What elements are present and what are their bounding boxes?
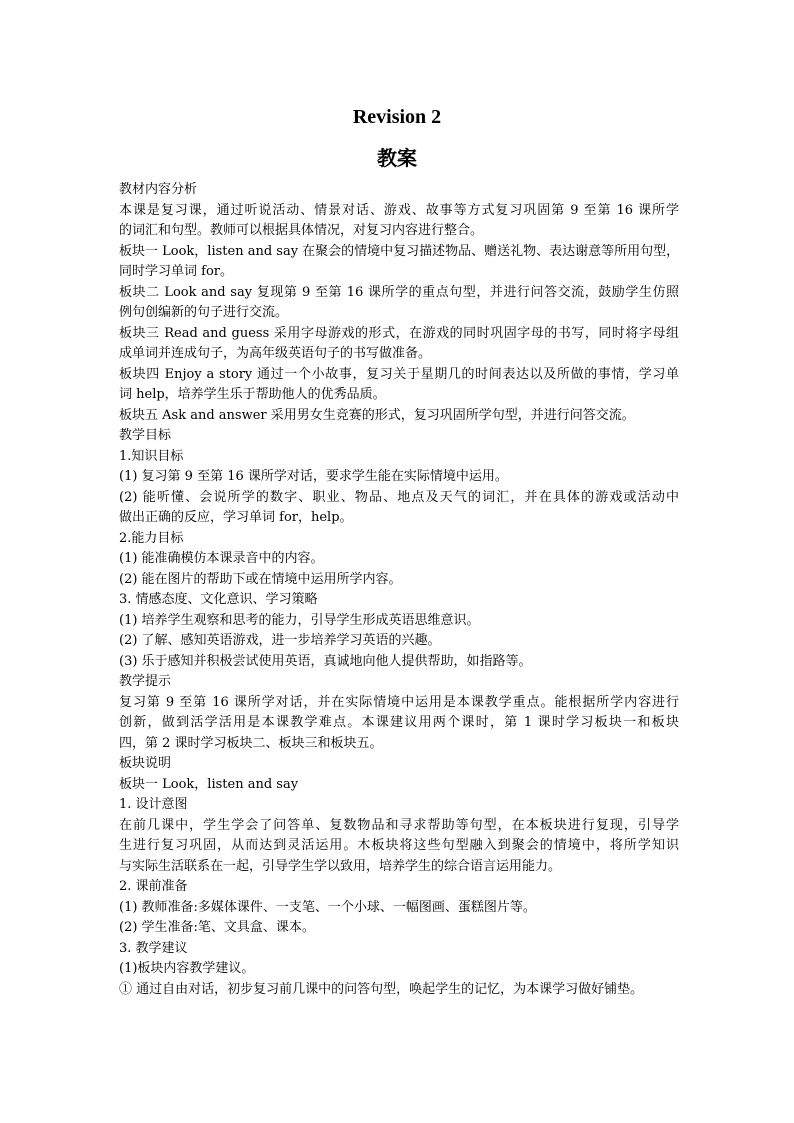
list-item: (2) 能在图片的帮助下或在情境中运用所学内容。 xyxy=(119,571,402,587)
list-item: 做出正确的反应，学习单词 for，help。 xyxy=(119,510,353,525)
subsection-heading: 板块一 Look，listen and say xyxy=(119,776,299,792)
document-title-english: Revision 2 xyxy=(352,106,442,128)
paragraph-line: 与实际生活联系在一起，引导学生学以致用，培养学生的综合语言运用能力。 xyxy=(119,858,562,874)
paragraph-line: 词 help，培养学生乐于帮助他人的优秀品质。 xyxy=(119,387,386,402)
subsection-heading: 1.知识目标 xyxy=(119,448,184,464)
list-item: ① 通过自由对话，初步复习前几课中的问答句型，唤起学生的记忆，为本课学习做好铺垫。 xyxy=(119,981,644,997)
subsection-heading: 2.能力目标 xyxy=(119,530,184,546)
list-item: (2) 学生准备:笔、文具盒、课本。 xyxy=(119,920,315,935)
list-item: (1)板块内容教学建议。 xyxy=(119,961,255,976)
paragraph-line: 板块五 Ask and answer 采用男女生竞赛的形式，复习巩固所学句型，并进行问答交流。 xyxy=(119,407,635,423)
list-item: (2) 能听懂、会说所学的数字、职业、物品、地点及天气的词汇，并在具体的游戏或活动中 xyxy=(119,489,679,505)
paragraph-line: 本课是复习课，通过听说活动、情景对话、游戏、故事等方式复习巩固第 9 至第 16 课所学 xyxy=(119,202,679,218)
paragraph-line: 复习第 9 至第 16 课所学对话，并在实际情境中运用是本课教学重点。能根据所学内容进行 xyxy=(119,694,679,710)
list-item: (3) 乐于感知并积极尝试使用英语，真诚地向他人提供帮助，如指路等。 xyxy=(119,653,532,669)
paragraph-line: 例句创编新的句子进行交流。 xyxy=(119,305,289,320)
list-item: (1) 复习第 9 至第 16 课所学对话，要求学生能在实际情境中运用。 xyxy=(119,469,508,484)
paragraph-line: 创新，做到活学活用是本课教学难点。本课建议用两个课时，第 1 课时学习板块一和板块 xyxy=(119,715,679,730)
subsection-heading: 1. 设计意图 xyxy=(119,797,188,812)
list-item: (1) 教师准备:多媒体课件、一支笔、一个小球、一幅图画、蛋糕图片等。 xyxy=(119,899,536,915)
subsection-heading: 3. 情感态度、文化意识、学习策略 xyxy=(119,592,318,607)
paragraph-line: 板块四 Enjoy a story 通过一个小故事，复习关于星期几的时间表达以及所做的事情，学习单 xyxy=(119,366,679,382)
paragraph-line: 同时学习单词 for。 xyxy=(119,264,233,279)
section-heading: 教材内容分析 xyxy=(119,182,198,197)
paragraph-line: 成单词并连成句子，为高年级英语句子的书写做准备。 xyxy=(119,346,432,361)
paragraph-line: 板块三 Read and guess 采用字母游戏的形式，在游戏的同时巩固字母的书写，同时将字母组 xyxy=(119,325,679,341)
subsection-heading: 2. 课前准备 xyxy=(119,879,188,894)
paragraph-line: 板块一 Look，listen and say 在聚会的情境中复习描述物品、赠送礼物、表达谢意等所用句型， xyxy=(119,243,679,259)
paragraph-line: 的词汇和句型。教师可以根据具体情况，对复习内容进行整合。 xyxy=(119,223,484,238)
section-heading: 板块说明 xyxy=(119,756,172,771)
paragraph-line: 生进行复习巩固，从而达到灵活运用。木板块将这些句型融入到聚会的情境中，将所学知识 xyxy=(119,838,679,853)
document-title-chinese: 教案 xyxy=(377,148,417,170)
paragraph-line: 在前几课中，学生学会了问答单、复数物品和寻求帮助等句型，在本板块进行复现，引导学 xyxy=(119,817,679,833)
section-heading: 教学目标 xyxy=(119,428,172,443)
subsection-heading: 3. 教学建议 xyxy=(119,940,188,956)
paragraph-line: 四，第 2 课时学习板块二、板块三和板块五。 xyxy=(119,735,383,751)
document-body xyxy=(119,180,679,1000)
section-heading: 教学提示 xyxy=(119,674,172,689)
list-item: (2) 了解、感知英语游戏，进一步培养学习英语的兴趣。 xyxy=(119,633,441,648)
list-item: (1) 能准确模仿本课录音中的内容。 xyxy=(119,551,324,566)
list-item: (1) 培养学生观察和思考的能力，引导学生形成英语思维意识。 xyxy=(119,612,480,628)
paragraph-line: 板块二 Look and say 复现第 9 至第 16 课所学的重点句型，并进行问答交流，鼓励学生仿照 xyxy=(119,284,679,300)
